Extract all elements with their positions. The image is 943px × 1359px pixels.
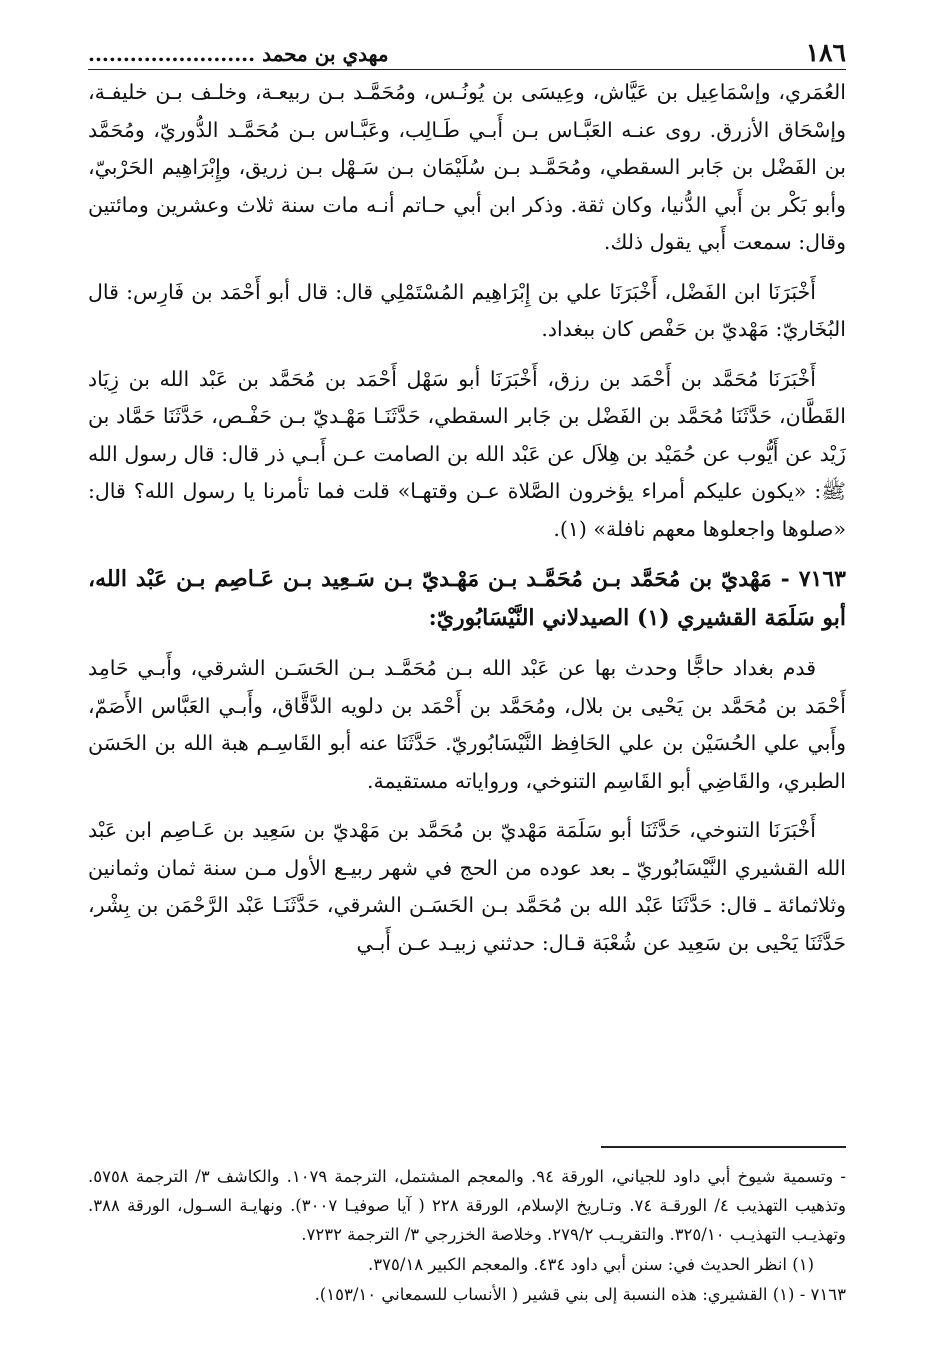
running-title: مهدي بن محمد ........................ <box>88 42 389 66</box>
paragraph-hadith-isnad: أَخْبَرَنَا مُحَمَّد بن أَحْمَد بن رزق، أَخْبَرَنَا أبو سَهْل أَحْمَد بن مُحَمَّد بن عَبْد الله بن زِيَاد القَطَّان، حَدَّثَنَا مُحَمَّد بن الفَضْل بن جَابر السقطي، حَدَّثَنَـا مَهْـديّ بـن حَفْـص، حَدَّثَنَا حَمَّاد بن زَيْد عن أَيُّوب عن حُمَيْد بن هِلاَل عن عَبْد الله بن الصامت عـن أَبـي ذر قال: قال رسول الله ﷺ: «يكون عليكم أمراء يؤخرون الصَّلاة عـن وقتهـا» قلت فما تأمرنا يا رسول الله؟ قال: «صلوها واجعلوها معهم نافلة» (١). <box>88 366 846 541</box>
page-number: ١٨٦ <box>805 38 846 67</box>
main-text <box>88 74 846 962</box>
paragraph-narrators: العُمَري، وإسْمَاعِيل بن عَيَّاش، وعِيسَى بن يُونُـس، ومُحَمَّـد بـن ربيعـة، وخلـف بـن خليفـة، وإسْحَاق الأزرق. روى عنـه العَبَّـاس بـن أَبـي طَـالِب، وعَبَّـاس بـن مُحَمَّـد الدُّوريّ، ومُحَمَّد بن الفَضْل بن جَابر السقطي، ومُحَمَّـد بـن سُلَيْمَان بـن سَـهْل بـن زريق، وإِبْرَاهِيم الحَرْبيّ، وأبو بَكْر بن أَبي الدُّنيا، وكان ثقة. وذكر ابن أبي حـاتم أنـه مات سنة ثلاث وعشرين ومائتين وقال: سمعت أَبي يقول ذلك. <box>88 80 846 254</box>
paragraph-biography: قدم بغداد حاجًّا وحدث بها عن عَبْد الله بـن مُحَمَّـد بـن الحَسَـن الشرقي، وأَبـي حَامِد أَحْمَد بن مُحَمَّد بن يَحْيى بن بلال، ومُحَمَّد بن أَحْمَد بن دلويه الدَّقَّاق، وأَبـي العَبَّاس الأَصَمّ، وأَبي علي الحُسَيْن بن علي الحَافِظ النَّيْسَابُوريّ. حَدَّثَنَا عنه أبو القَاسِـم هبة الله بن الحَسَن الطبري، والقَاضِي أبو القَاسِم التنوخي، ورواياته مستقيمة. <box>88 656 846 793</box>
paragraph-hadith-chain: أَخْبَرَنَا التنوخي، حَدَّثَنَا أبو سَلَمَة مَهْديّ بن مُحَمَّد بن مَهْديّ بن سَعِيد بن عَـاصِم ابن عَبْد الله القشيري النَّيْسَابُوريّ ـ بعد عوده من الحج في شهر ربيـع الأول مـن سنة ثمان وثمانين وثلاثمائة ـ قال: حَدَّثَنَا عَبْد الله بن مُحَمَّد بـن الحَسَـن الشرقي، حَدَّثَنَـا عَبْد الرَّحْمَن بن بِشْر، حَدَّثَنَا يَحْيى بن سَعِيد عن شُعْبَة قـال: حدثني زبيـد عـن أَبـي <box>88 818 846 955</box>
footnote-1: (١) انظر الحديث في: سنن أبي داود ٤٣٤. والمعجم الكبير ٣٧٥/١٨. <box>368 1255 814 1274</box>
book-page <box>88 38 846 1328</box>
paragraph-bukhari-report: أَخْبَرَنَا ابن الفَضْل، أَخْبَرَنَا علي بن إِبْرَاهِيم المُسْتَمْلِي قال: قال أبو أَحْمَد بن فَارِس: قال البُخَاريّ: مَهْديّ بن حَفْص كان ببغداد. <box>88 279 846 341</box>
footnotes <box>88 1162 846 1310</box>
entry-heading-7163: ٧١٦٣ - مَهْديّ بن مُحَمَّد بـن مُحَمَّـد بـن مَهْـديّ بـن سَـعِيد بـن عَـاصِم بـن عَبْد الله، أبو سَلَمَة القشيري (١) الصيدلاني النَّيْسَابُوريّ: <box>88 566 846 631</box>
page-header <box>88 38 846 70</box>
footnote-divider <box>601 1146 846 1148</box>
footnote-7163-1: ٧١٦٣ - (١) القشيري: هذه النسبة إلى بني قشير ( الأنساب للسمعاني ١٥٣/١٠). <box>314 1285 846 1304</box>
footnote-sources: - وتسمية شيوخ أبي داود للجياني، الورقة ٩٤. والمعجم المشتمل، الترجمة ١٠٧٩. والكاشف ٣/ الترجمة ٥٧٥٨. وتذهيب التهذيب ٤/ الورقـة ٧٤. وتـاريخ الإسلام، الورقة ٢٢٨ ( آيا صوفيـا ٣٠٠٧). ونهايـة السـول، الورقة ٣٨٨. وتهذيـب التهذيـب ٣٢٥/١٠. والتقريـب ٢٧٩/٢. وخلاصة الخزرجي ٣/ الترجمة ٧٢٣٢. <box>88 1167 846 1244</box>
